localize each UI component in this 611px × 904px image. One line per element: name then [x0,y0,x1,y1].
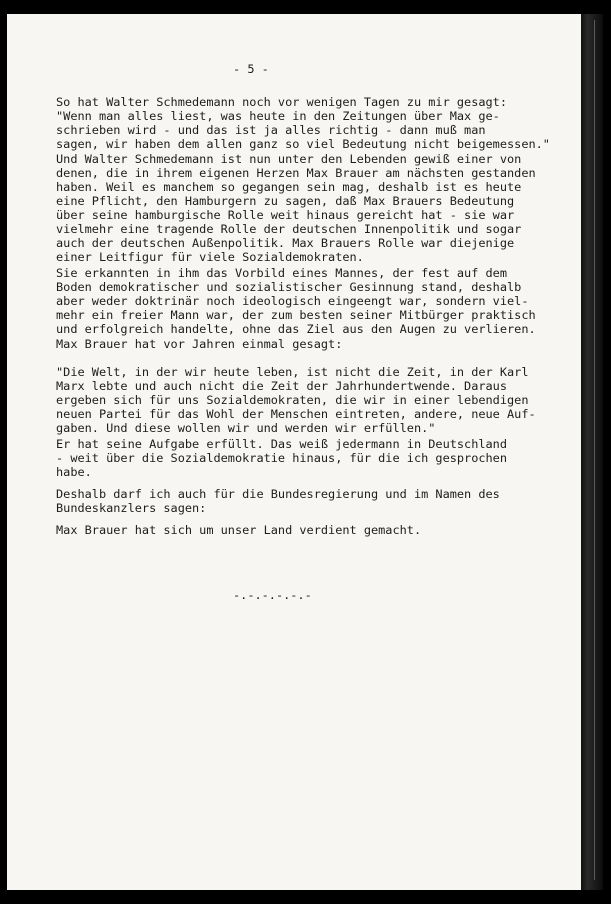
paragraph [56,95,550,151]
text-line: gaben. Und diese wollen wir und werden wir erfüllen." [56,421,436,435]
text-line: über seine hamburgische Rolle weit hinaus gereicht hat - sie war [56,208,515,222]
text-line: schrieben wird - und das ist ja alles richtig - dann muß man [56,123,486,137]
paragraph [56,266,536,336]
text-line: Und Walter Schmedemann ist nun unter den Lebenden gewiß einer von [56,152,522,166]
paragraph [56,365,536,435]
paragraph [56,152,536,264]
text-line: Max Brauer hat sich um unser Land verdient gemacht. [56,523,422,537]
text-line: neuen Partei für das Wohl der Menschen eintreten, andere, neue Auf- [56,407,536,421]
scan-binding-edge [0,0,7,904]
page-number: - 5 - [233,62,269,76]
text-line: Boden demokratischer und sozialistischer Gesinnung stand, deshalb [56,280,522,294]
text-line: Sie erkannten in ihm das Vorbild eines Mannes, der fest auf dem [56,266,508,280]
text-line: haben. Weil es manchem so gegangen sein mag, deshalb ist es heute [56,180,522,194]
text-line: vielmehr eine tragende Rolle der deutschen Innenpolitik und sogar [56,222,522,236]
text-line: eine Pflicht, den Hamburgern zu sagen, daß Max Brauers Bedeutung [56,194,515,208]
text-line: - weit über die Sozialdemokratie hinaus, für die ich gesprochen [56,451,508,465]
scan-page-edge-line [594,20,595,880]
scan-page-edge [581,14,603,890]
text-line: und erfolgreich handelte, ohne das Ziel aus den Augen zu verlieren. [56,322,536,336]
text-line: auch der deutschen Außenpolitik. Max Brauers Rolle war diejenige [56,236,515,250]
closing-mark: -.-.-.-.-.- [233,588,312,602]
text-line: ergeben sich für uns Sozialdemokraten, die wir in einer lebendigen [56,393,529,407]
text-line: aber weder doktrinär noch ideologisch eingeengt war, sondern viel- [56,294,529,308]
text-line: Bundeskanzlers sagen: [56,501,207,515]
text-line: Marx lebte und auch nicht die Zeit der Jahrhundertwende. Daraus [56,379,508,393]
text-line: "Wenn man alles liest, was heute in den Zeitungen über Max ge- [56,109,500,123]
paragraph [56,337,342,351]
text-line: So hat Walter Schmedemann noch vor wenigen Tagen zu mir gesagt: [56,95,508,109]
text-line: Er hat seine Aufgabe erfüllt. Das weiß jedermann in Deutschland [56,437,508,451]
text-line: habe. [56,465,92,479]
paragraph [56,437,507,479]
text-line: sagen, wir haben dem allen ganz so viel Bedeutung nicht beigemessen." [56,137,550,151]
text-line: denen, die in ihrem eigenen Herzen Max Brauer am nächsten gestanden [56,166,536,180]
paragraph [56,487,500,515]
text-line: einer Leitfigur für viele Sozialdemokraten. [56,250,364,264]
text-line: "Die Welt, in der wir heute leben, ist nicht die Zeit, in der Karl [56,365,529,379]
document-page [7,14,581,890]
text-line: Max Brauer hat vor Jahren einmal gesagt: [56,337,343,351]
paragraph [56,523,421,537]
text-line: mehr ein freier Mann war, der zum besten seiner Mitbürger praktisch [56,308,536,322]
text-line: Deshalb darf ich auch für die Bundesregierung und im Namen des [56,487,500,501]
